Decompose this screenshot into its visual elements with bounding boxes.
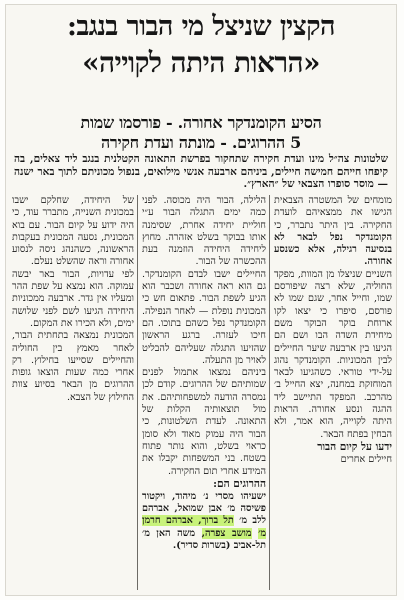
column-right bbox=[274, 195, 392, 595]
subheadline bbox=[12, 113, 390, 153]
column-right-paragraph-2: השניים שניצלו מן המוות, מפקד החוליה, שלא רצה שיפורסם שמו, וחייל אחר, שגם שמו לא פורסם, סיפרו כי יצאו לקו ארוחת בוקר הבוקר משם מיחידת השדה הבו ושם הם הגיעו בין ארבעה שיער החיילים לבין המכוניות. הקומנדקר נהוג על-ידי טוראי. כשהגיעו לבאר המוחזקת במחנה, יצא החייל ב׳ מהרכב. המפקד התיישב ליד ההגה ונסע אחורה. הראות היתה לקוייה, הוא אמר, ולא הבחין בפתח הבאר. bbox=[274, 268, 392, 440]
column-left-paragraph-3: המכונית נמצאה בתחתית הבור, לאחר מאמץ בין החוליה והחיילים שסייעו בחילוץ. רק אחרי כמה שעות הוצאו גופות ההרוגים מן הבאר בסיוע צוות החילוץ של הצבא. bbox=[12, 330, 134, 403]
highlighted-name-1: תל ברוך, אברהם חרמן מ׳ bbox=[142, 515, 266, 539]
column-right-paragraph-3: חיילים אחרים bbox=[340, 453, 392, 465]
column-right-subheading: ידעו על קיום הבור bbox=[317, 440, 392, 453]
subheadline-line-2: 5 ההרוגים. - מונתה ועדת חקירה bbox=[101, 133, 301, 152]
subheadline-line-1: הסיע הקומנדקר אחורה. - פורסמו שמות bbox=[80, 113, 322, 132]
column-left-paragraph-2: לפי עדויות, הבור באר יבשה עמוקה. הוא נמצא על שפת ההר ומעליו אין גדר. ארבעה ממכוניות היחידה הגיעו לשם לפני שלושה ימים, ולא הכירו את המקום. bbox=[12, 268, 134, 329]
victims-subheading: ההרוגים הם: bbox=[213, 477, 266, 490]
column-middle-paragraph-1: הלילה, הבור היה מכוסה. לפני כמה ימים התגלה הבור ע״י חוליית יחידה אחרת, שסימנה אותו בבוקר בשלט אזהרה. מחוץ ליחידה היחידה הוזמנה בעת ההכשרה של הבור. bbox=[142, 195, 266, 268]
column-left bbox=[12, 195, 134, 595]
lead-paragraph: שלטונות צה״ל מינו ועדת חקירה שתחקור בפרשת התאונה הקטלנית בנגב ליד צאלים, בה קיפחו חייהם חמישה חיילים, ביניהם ארבעה אנשי מילואים, בנפול מכוניתם לתוך באר ישנה — מוסר סופרו הצבאי של ״הארץ״. bbox=[14, 153, 388, 190]
victims-list bbox=[142, 491, 266, 552]
column-middle-paragraph-2: החיילים ישבו לבדם הקומנדקר. גם הוא ראה אחורה ושכבר הוא הגיע לשפת הבור. פתאום חש כי המכונית נופלת — לאחר הנפילה. הקומנדקר נפל כשהם בתוכו. הם חיכו לעזרה. ברגע הראשון שהזיעו התגלה שעליהם להבליט לאויר מן התעלה. bbox=[142, 268, 266, 366]
column-middle-paragraph-3: ביניהם נמצאו אתמול לפנים שמותיהם של ההרוגים. קודם לכן נמסרה הודעה למשפחותיהם. את מול תוצאותיה הקלות של התאונה. לעדת השלטונות, כי הבור היה עמוק מאוד ולא סומן כראוי בשלט, והוא נותר פתוח בשטח. בני המשפחות יקבלו את המידע אחרי תום החקירה. bbox=[142, 367, 266, 477]
column-left-paragraph-1: של היחידה, שחלקם ישבו במכונית השנייה, מתברר עוד, כי היה ידוע על קיום הבור. עם בוא המכונית, נסעה המכונית בעקבות הראשונה, כשהנהג ניסה לנסוע אחורה וראה שהשלט נעלם. bbox=[12, 195, 134, 268]
column-divider-right bbox=[269, 195, 270, 590]
headline-line-2: «הראות היתה לקוייה» bbox=[82, 46, 320, 79]
highlighted-name-2: מושב צפרה, bbox=[201, 527, 252, 539]
victims-names-1: ישעיהו מסרי נ׳ מיהוד, ויקטור פשיסה מ׳ אבן שמואל, אברהם ללב מ׳ bbox=[142, 490, 266, 527]
column-right-text-1: מומחים של המשטרה הצבאית הגישו את ממצאיהם לועדת החקירה. בין היתר נתברר, כי bbox=[274, 195, 392, 231]
headline-line-1: הקצין שניצל מי הבור בנגב: bbox=[67, 11, 335, 42]
article-columns bbox=[12, 195, 392, 595]
headline bbox=[12, 9, 390, 81]
column-middle bbox=[142, 195, 266, 595]
victims-names-2: משה האן מ׳ תל-אביב (בשרות סדיר). bbox=[142, 527, 266, 552]
column-right-bold-statement: הקומנדקר נפל לבאר לא בנסיעה רגילה, אלא כשנסע אחורה. bbox=[274, 231, 392, 268]
column-divider-left bbox=[137, 195, 138, 590]
newspaper-clipping bbox=[5, 4, 397, 596]
column-right-paragraph-1 bbox=[274, 195, 392, 269]
